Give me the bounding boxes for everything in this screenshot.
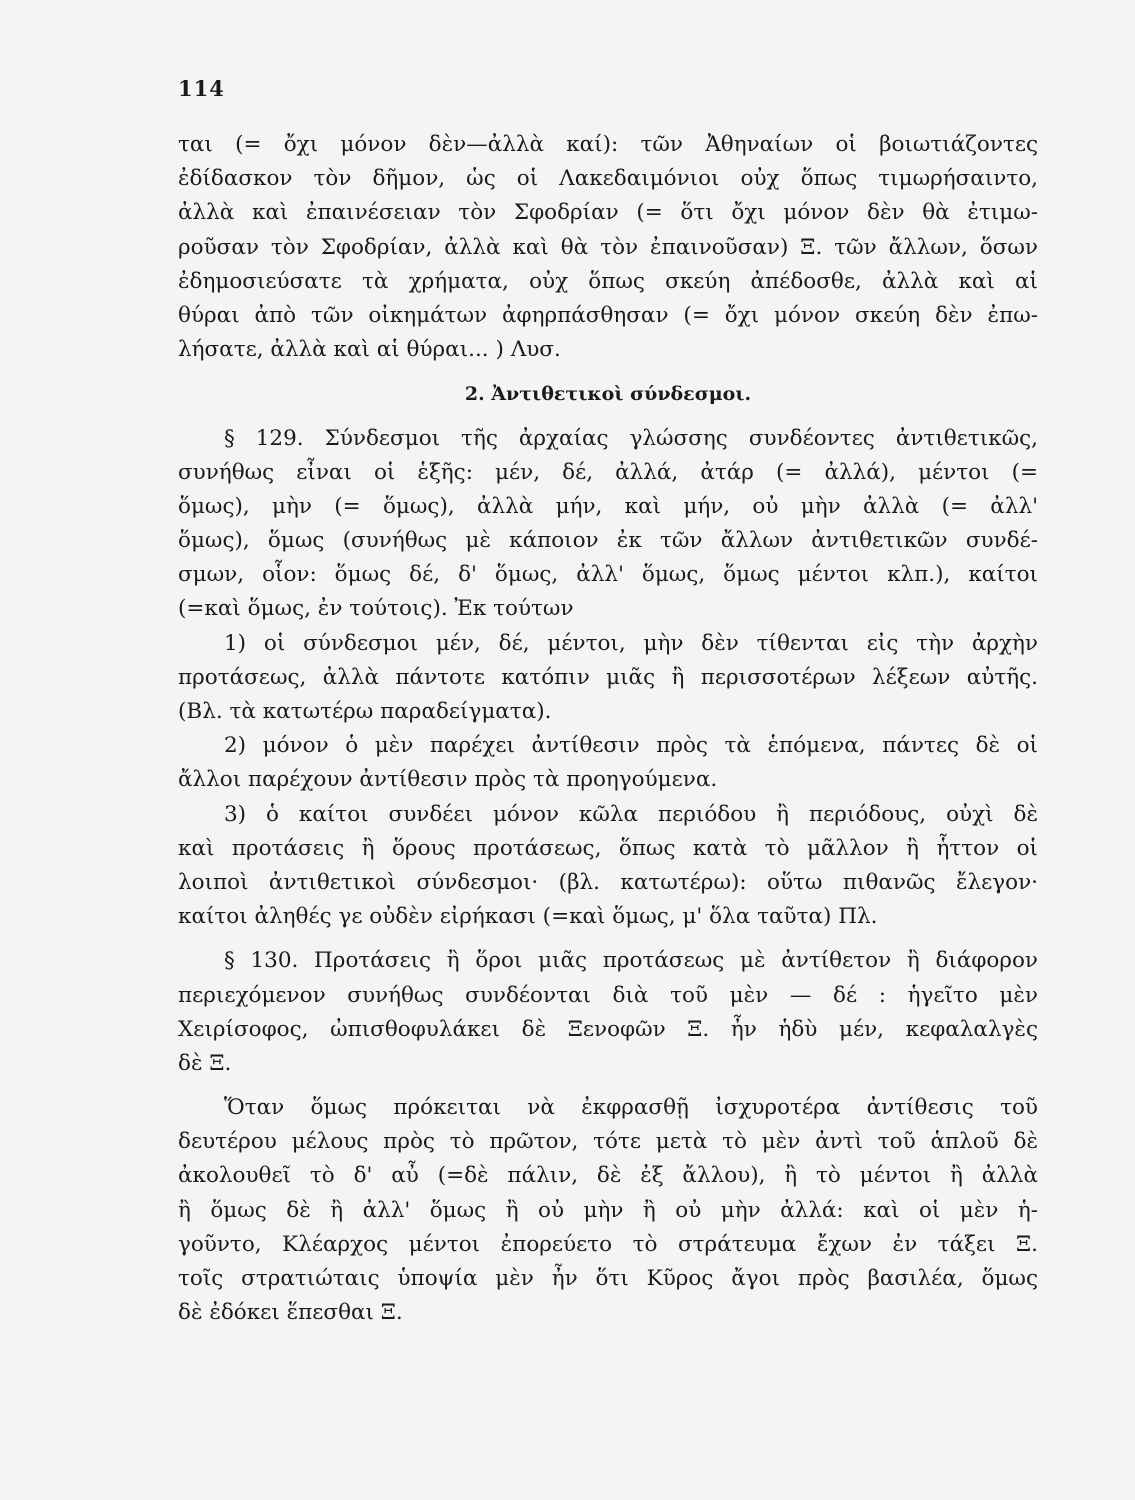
text-line: ὅμως), μὴν (= ὅμως), ἀλλὰ μήν, καὶ μήν, οὐ μὴν ἀλλὰ (= ἀλλ' — [178, 493, 1038, 519]
text-line: ἐδίδασκον τὸν δῆμον, ὡς οἱ Λακεδαιμόνιοι οὐχ ὅπως τιμωρήσαιντο, — [178, 166, 1038, 192]
paragraph-start: Ὅταν ὅμως πρόκειται νὰ ἐκφρασθῇ ἰσχυροτέρα ἀντίθεσις τοῦ — [224, 1095, 1038, 1121]
text-line: ἀκολουθεῖ τὸ δ' αὖ (=δὲ πάλιν, δὲ ἐξ ἄλλου), ἢ τὸ μέντοι ἢ ἀλλὰ — [178, 1163, 1038, 1189]
text-line: τοῖς στρατιώταις ὑποψία μὲν ἦν ὅτι Κῦρος ἄγοι πρὸς βασιλέα, ὅμως — [178, 1266, 1038, 1291]
text-line: (=καὶ ὅμως, ἐν τούτοις). Ἐκ τούτων — [178, 596, 574, 622]
text-line: καίτοι ἀληθές γε οὐδὲν εἰρήκασι (=καὶ ὅμως, μ' ὅλα ταῦτα) Πλ. — [178, 904, 878, 930]
text-line: λοιποὶ ἀντιθετικοὶ σύνδεσμοι· (βλ. κατωτέρω): οὕτω πιθανῶς ἔλεγον· — [178, 869, 1038, 895]
text-line: καὶ προτάσεις ἢ ὅρους προτάσεως, ὅπως κατὰ τὸ μᾶλλον ἢ ἧττον οἱ — [178, 835, 1038, 861]
body-text — [178, 128, 1038, 1330]
text-line: λήσατε, ἀλλὰ καὶ αἱ θύραι... ) Λυσ. — [178, 337, 561, 363]
page-number: 114 — [178, 76, 225, 101]
text-line: γοῦντο, Κλέαρχος μέντοι ἐπορεύετο τὸ στράτευμα ἔχων ἐν τάξει Ξ. — [178, 1231, 1038, 1257]
text-line: δὲ ἐδόκει ἕπεσθαι Ξ. — [178, 1300, 403, 1326]
text-line: ἐδημοσιεύσατε τὰ χρήματα, οὐχ ὅπως σκεύη ἀπέδοσθε, ἀλλὰ καὶ αἱ — [178, 268, 1038, 294]
text-line: ται (= ὄχι μόνον δὲν—ἀλλὰ καί): τῶν Ἀθηναίων οἱ βοιωτιάζοντες — [178, 132, 1038, 157]
list-item-1: 1) οἱ σύνδεσμοι μέν, δέ, μέντοι, μὴν δὲν τίθενται εἰς τὴν ἀρχὴν — [224, 630, 1038, 656]
text-line: σμων, οἷον: ὅμως δέ, δ' ὅμως, ἀλλ' ὅμως, ὅμως μέντοι κλπ.), καίτοι — [178, 562, 1038, 588]
text-line: (Βλ. τὰ κατωτέρω παραδείγματα). — [178, 699, 552, 724]
section-heading: 2. Ἀντιθετικοὶ σύνδεσμοι. — [464, 383, 752, 406]
text-line: δευτέρου μέλους πρὸς τὸ πρῶτον, τότε μετὰ τὸ μὲν ἀντὶ τοῦ ἁπλοῦ δὲ — [178, 1129, 1038, 1155]
text-line: Χειρίσοφος, ὠπισθοφυλάκει δὲ Ξενοφῶν Ξ. ἦν ἡδὺ μέν, κεφαλαλγὲς — [178, 1016, 1038, 1042]
text-line: ἢ ὅμως δὲ ἢ ἀλλ' ὅμως ἢ οὐ μὴν ἢ οὐ μὴν ἀλλά: καὶ οἱ μὲν ἡ- — [178, 1197, 1038, 1223]
text-line: προτάσεως, ἀλλὰ πάντοτε κατόπιν μιᾶς ἢ περισσοτέρων λέξεων αὐτῆς. — [178, 664, 1038, 690]
text-line: ροῦσαν τὸν Σφοδρίαν, ἀλλὰ καὶ θὰ τὸν ἐπαινοῦσαν) Ξ. τῶν ἄλλων, ὅσων — [178, 234, 1038, 260]
list-item-2: 2) μόνον ὁ μὲν παρέχει ἀντίθεσιν πρὸς τὰ ἑπόμενα, πάντες δὲ οἱ — [224, 733, 1038, 759]
text-line: δὲ Ξ. — [178, 1050, 232, 1076]
text-line: θύραι ἀπὸ τῶν οἰκημάτων ἀφηρπάσθησαν (= ὄχι μόνον σκεύη δὲν ἐπω- — [178, 302, 1038, 328]
paragraph-130-start: § 130. Προτάσεις ἢ ὅροι μιᾶς προτάσεως μὲ ἀντίθετον ἢ διάφορον — [224, 948, 1038, 974]
text-line: συνήθως εἶναι οἱ ἑξῆς: μέν, δέ, ἀλλά, ἀτάρ (= ἀλλά), μέντοι (= — [178, 459, 1038, 485]
text-line: ὅμως), ὅμως (συνήθως μὲ κάποιον ἐκ τῶν ἄλλων ἀντιθετικῶν συνδέ- — [178, 528, 1038, 554]
text-line: ἀλλὰ καὶ ἐπαινέσειαν τὸν Σφοδρίαν (= ὅτι ὄχι μόνον δὲν θὰ ἐτιμω- — [178, 200, 1038, 226]
list-item-3: 3) ὁ καίτοι συνδέει μόνον κῶλα περιόδου ἢ περιόδους, οὐχὶ δὲ — [224, 801, 1038, 827]
paragraph-129-start: § 129. Σύνδεσμοι τῆς ἀρχαίας γλώσσης συνδέοντες ἀντιθετικῶς, — [224, 425, 1038, 451]
text-line: ἄλλοι παρέχουν ἀντίθεσιν πρὸς τὰ προηγούμενα. — [178, 767, 718, 793]
text-line: περιεχόμενον συνήθως συνδέονται διὰ τοῦ μὲν — δέ : ἡγεῖτο μὲν — [178, 982, 1038, 1008]
